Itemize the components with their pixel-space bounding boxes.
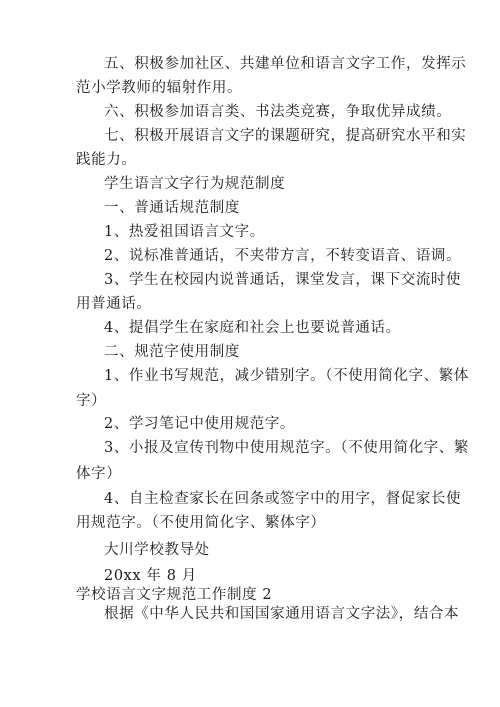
paragraph-line: 根据《中华人民共和国国家通用语言文字法》，结合本 (104, 606, 460, 622)
paragraph-line: 七、积极开展语言文字的课题研究，提高研究水平和实 (104, 128, 467, 144)
paragraph-line: 1、热爱祖国语言文字。 (104, 224, 265, 240)
paragraph-line: 用规范字。（不使用简化字、繁体字） (76, 515, 326, 531)
paragraph-line: 1、作业书写规范，减少错别字。（不使用简化字、繁体 (104, 368, 469, 384)
paragraph-line: 五、积极参加社区、共建单位和语言文字工作，发挥示 (104, 56, 467, 72)
paragraph-line: 范小学教师的辐射作用。 (76, 80, 243, 96)
paragraph-line: 3、学生在校园内说普通话，课堂发言，课下交流时使 (104, 272, 462, 288)
paragraph-line: 2、说标准普通话，不夹带方言，不转变语音、语调。 (104, 248, 462, 264)
paragraph-line: 字） (76, 393, 107, 409)
subsection-heading: 二、规范字使用制度 (104, 344, 240, 360)
paragraph-line: 4、自主检查家长在回条或签字中的用字，督促家长使 (104, 491, 462, 507)
section-heading: 学生语言文字行为规范制度 (104, 176, 286, 192)
paragraph-line: 用普通话。 (76, 296, 152, 312)
document-title: 学校语言文字规范工作制度 2 (76, 587, 273, 603)
paragraph-line: 4、提倡学生在家庭和社会上也要说普通话。 (104, 320, 401, 336)
signature-date: 20xx 年 8 月 (104, 568, 197, 584)
paragraph-line: 六、积极参加语言类、书法类竞赛，争取优异成绩。 (104, 104, 452, 120)
paragraph-line: 践能力。 (76, 152, 137, 168)
paragraph-line: 3、小报及宣传刊物中使用规范字。（不使用简化字、繁 (104, 440, 469, 456)
paragraph-line: 2、学习笔记中使用规范字。 (104, 416, 296, 432)
subsection-heading: 一、普通话规范制度 (104, 200, 240, 216)
signature-office: 大川学校教导处 (104, 542, 210, 558)
paragraph-line: 体字） (76, 466, 122, 482)
